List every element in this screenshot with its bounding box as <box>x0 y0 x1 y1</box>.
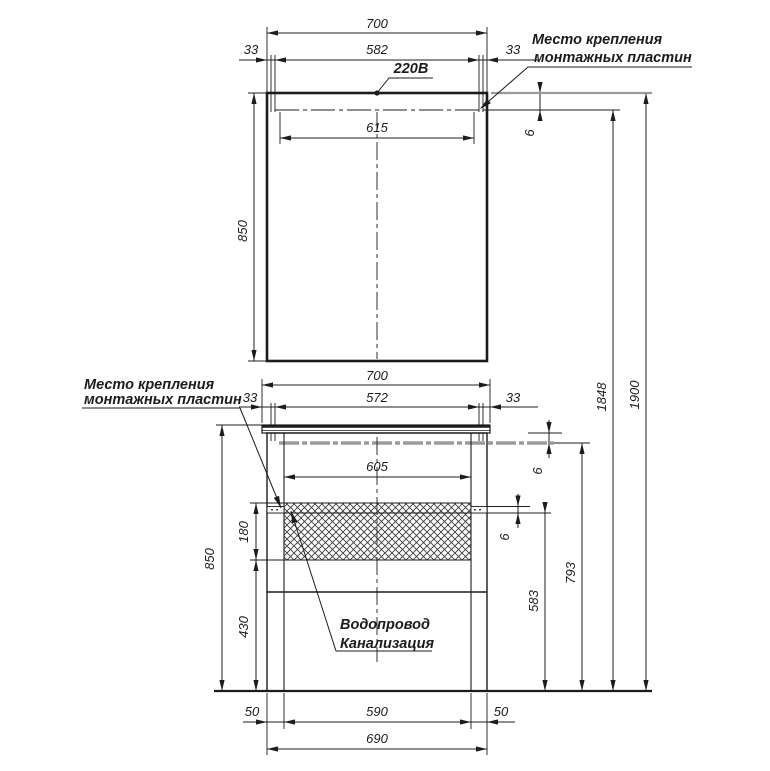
dim-cabinet-offset-left: 33 <box>242 390 258 405</box>
dim-lower-zone-height: 430 <box>236 616 251 638</box>
mount-plate-right <box>471 507 487 514</box>
dim-mirror-offset-left: 33 <box>243 42 259 57</box>
mount-note-top-line1: Место крепления <box>532 32 663 48</box>
plate-screw-dot <box>271 509 273 511</box>
dim-mirror-inner-span: 615 <box>366 120 388 135</box>
plumbing-note-line1: Водопровод <box>340 617 430 633</box>
plate-screw-dot <box>479 509 481 511</box>
dim-mirror-height: 850 <box>235 220 250 242</box>
mount-note-side-line1: Место крепления <box>84 377 215 393</box>
dim-cabinet-offset-right: 33 <box>505 390 521 405</box>
dim-plate-to-floor: 793 <box>563 562 578 584</box>
dim-cabinet-height: 850 <box>202 548 217 570</box>
dim-mirror-plate-gap: 6 <box>522 129 537 137</box>
dim-base-offset-right: 50 <box>493 704 509 719</box>
mount-note-side-line2: монтажных пластин <box>84 392 242 408</box>
dim-cabinet-plate-height: 6 <box>497 533 512 541</box>
dim-mirror-plate-span: 582 <box>366 42 388 57</box>
dim-bracket-to-floor: 583 <box>526 590 541 612</box>
dim-mirror-width: 700 <box>366 16 388 31</box>
mount-plate-left <box>267 507 284 514</box>
dim-mirror-offset-right: 33 <box>505 42 521 57</box>
dim-cabinet-inner-span: 605 <box>366 459 388 474</box>
dim-cabinet-plate-span: 572 <box>366 390 388 405</box>
plumbing-access-hatch <box>284 503 471 560</box>
dim-cabinet-width: 700 <box>366 368 388 383</box>
dim-cabinet-plate-gap: 6 <box>530 467 545 475</box>
power-point-dot <box>374 90 379 95</box>
plate-screw-dot <box>474 509 476 511</box>
leader-lines <box>82 67 692 651</box>
dim-base-width: 690 <box>366 731 388 746</box>
dim-base-offset-left: 50 <box>244 704 260 719</box>
power-label: 220В <box>393 61 429 77</box>
dim-total-height: 1900 <box>627 380 642 410</box>
dim-base-inner-span: 590 <box>366 704 388 719</box>
dim-sink-zone-height: 180 <box>236 521 251 543</box>
dim-plates-height: 1848 <box>594 382 609 412</box>
mount-note-top-line2: монтажных пластин <box>534 50 692 66</box>
plate-screw-dot <box>276 509 278 511</box>
plumbing-note-line2: Канализация <box>340 636 435 652</box>
